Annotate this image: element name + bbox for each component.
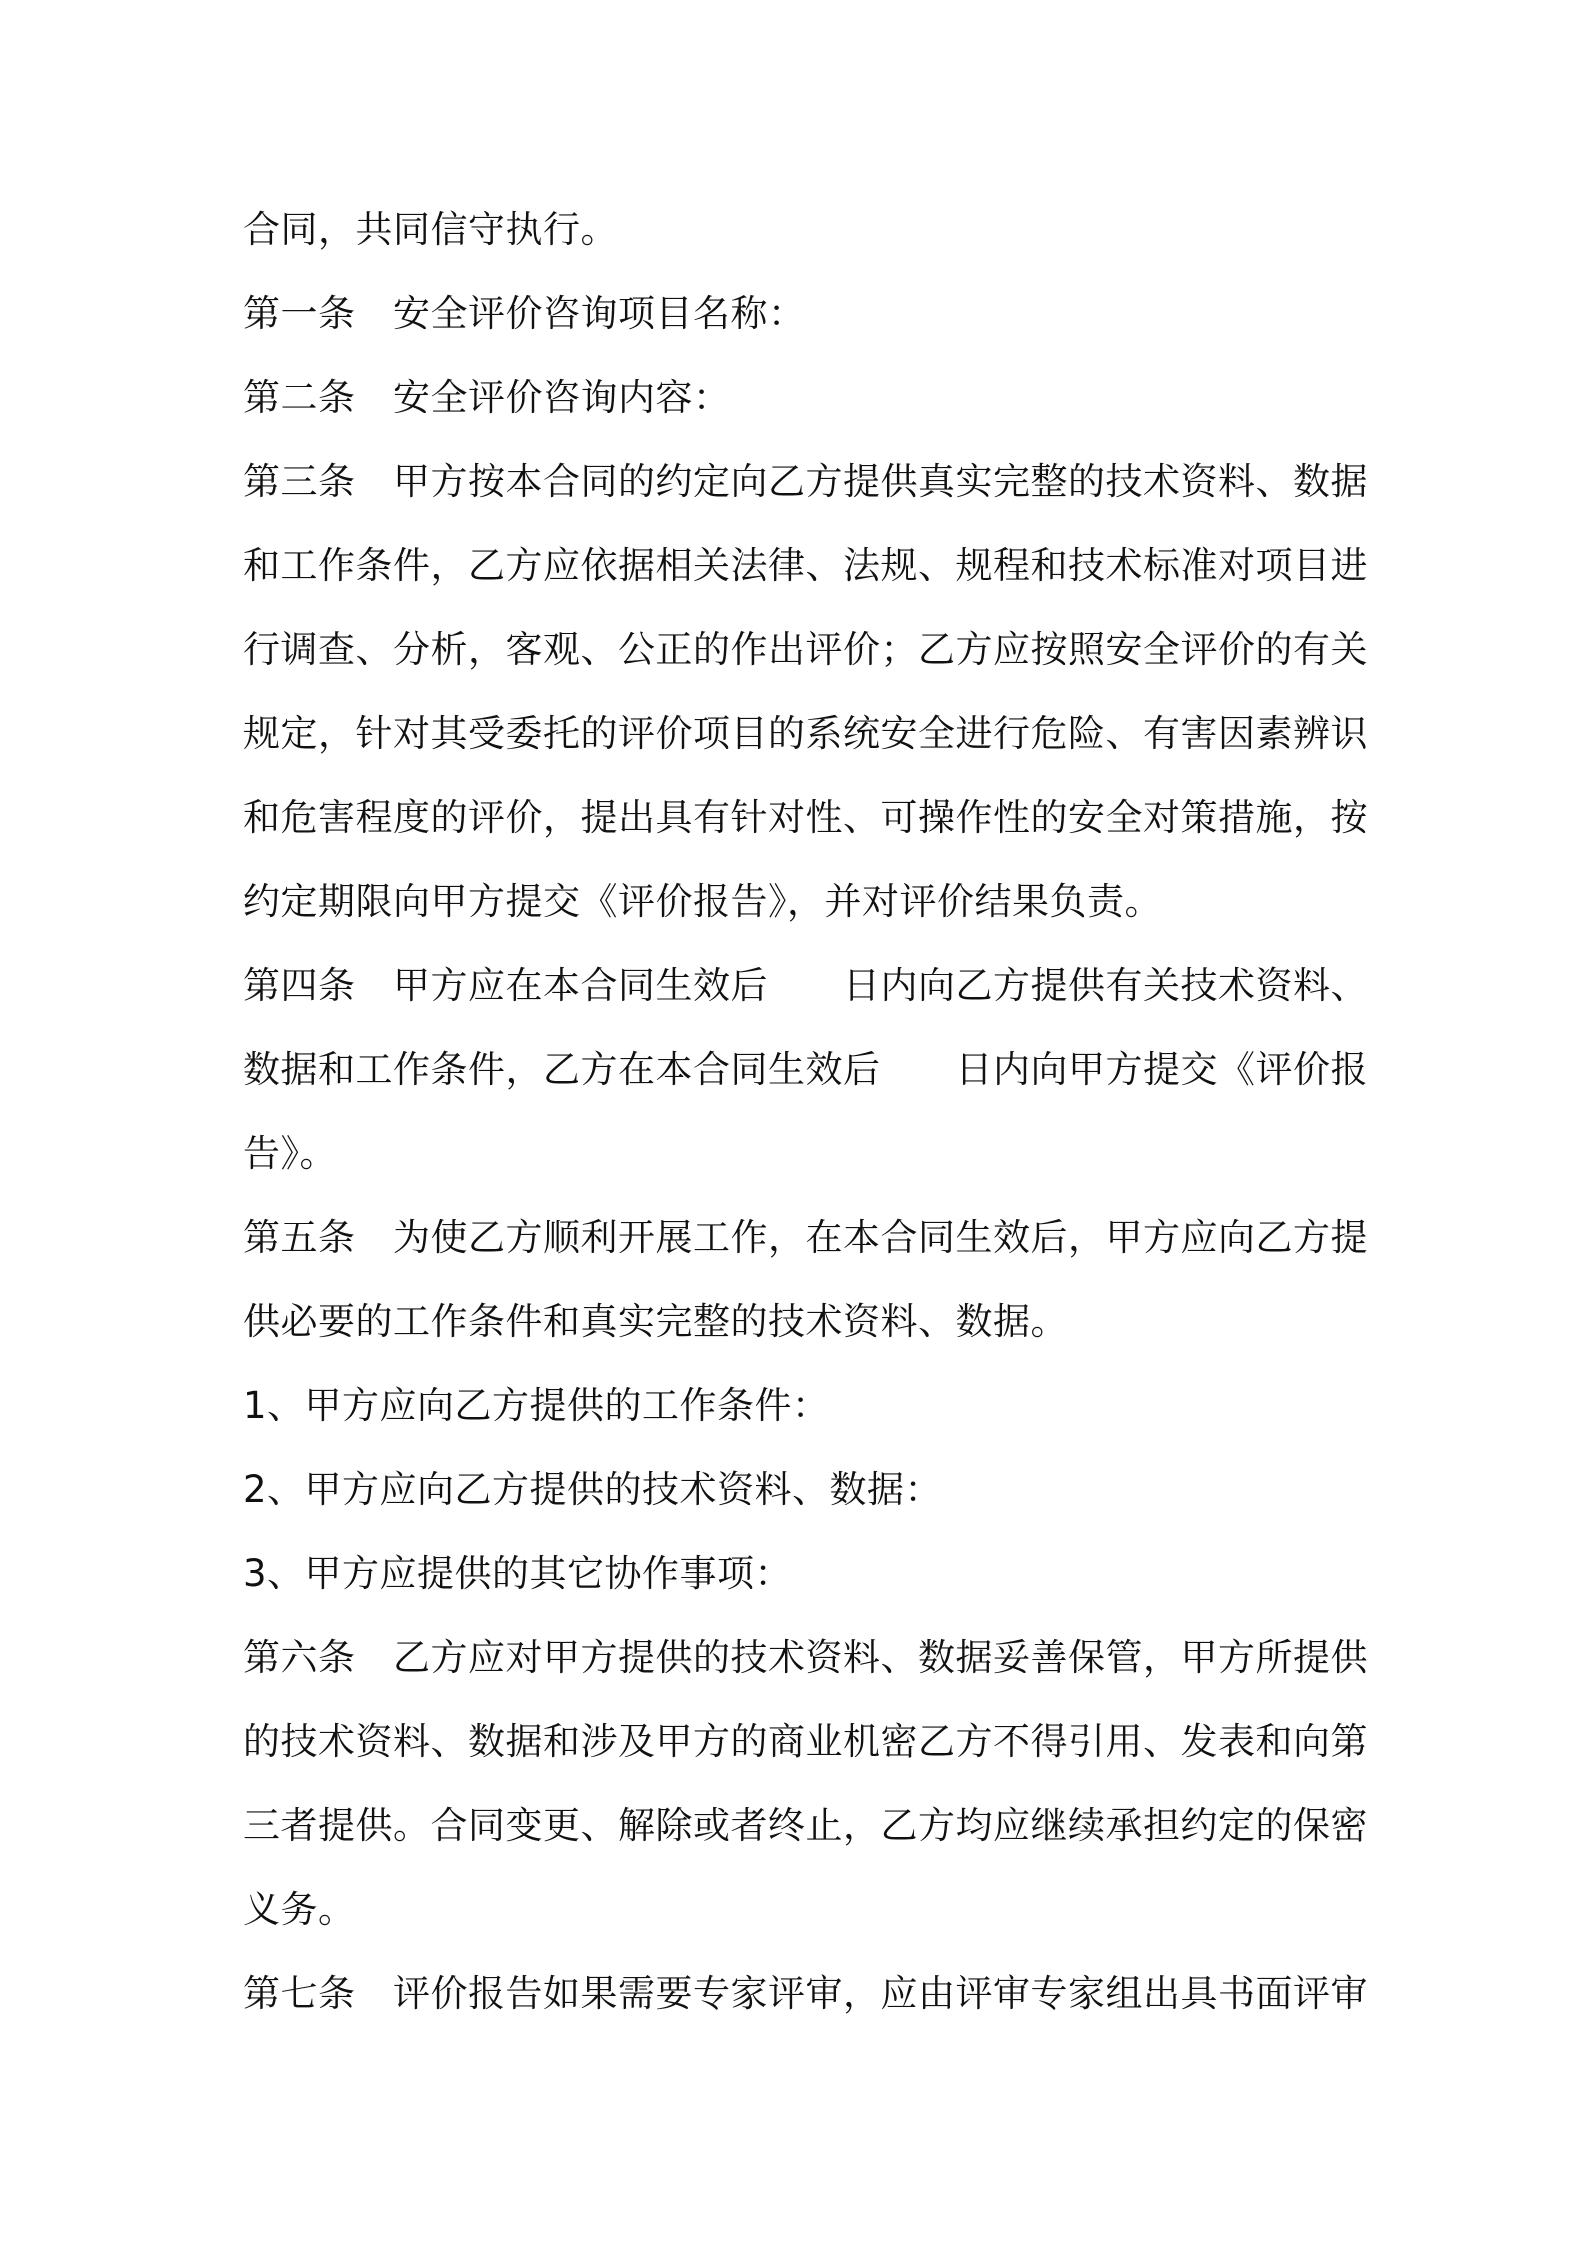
- text-line: 义务。: [243, 1888, 356, 1931]
- text-line: 和危害程度的评价，提出具有针对性、可操作性的安全对策措施，按: [243, 796, 1368, 839]
- text-line: 第七条 评价报告如果需要专家评审，应由评审专家组出具书面评审: [243, 1972, 1368, 2015]
- text-line: 第五条 为使乙方顺利开展工作，在本合同生效后，甲方应向乙方提: [243, 1216, 1368, 1259]
- text-line: 和工作条件，乙方应依据相关法律、法规、规程和技术标准对项目进: [243, 544, 1368, 587]
- text-line: 合同，共同信守执行。: [243, 208, 618, 251]
- text-line: 第二条 安全评价咨询内容：: [243, 376, 731, 419]
- text-line: 的技术资料、数据和涉及甲方的商业机密乙方不得引用、发表和向第: [243, 1720, 1368, 1763]
- text-line: 行调查、分析，客观、公正的作出评价；乙方应按照安全评价的有关: [243, 628, 1368, 671]
- text-line: 第三条 甲方按本合同的约定向乙方提供真实完整的技术资料、数据: [243, 460, 1368, 503]
- text-line: 告》。: [243, 1132, 337, 1175]
- text-line: 1、甲方应向乙方提供的工作条件：: [243, 1384, 830, 1427]
- text-line: 3、甲方应提供的其它协作事项：: [243, 1552, 793, 1595]
- text-line: 三者提供。合同变更、解除或者终止，乙方均应继续承担约定的保密: [243, 1804, 1368, 1847]
- text-line: 规定，针对其受委托的评价项目的系统安全进行危险、有害因素辨识: [243, 712, 1368, 755]
- text-line: 第四条 甲方应在本合同生效后 日内向乙方提供有关技术资料、: [243, 964, 1368, 1007]
- text-line: 第一条 安全评价咨询项目名称：: [243, 292, 806, 335]
- text-line: 供必要的工作条件和真实完整的技术资料、数据。: [243, 1300, 1068, 1343]
- text-line: 第六条 乙方应对甲方提供的技术资料、数据妥善保管，甲方所提供: [243, 1636, 1368, 1679]
- text-line: 约定期限向甲方提交《评价报告》，并对评价结果负责。: [243, 880, 1162, 923]
- text-line: 2、甲方应向乙方提供的技术资料、数据：: [243, 1468, 943, 1511]
- text-line: 数据和工作条件，乙方在本合同生效后 日内向甲方提交《评价报: [243, 1048, 1368, 1091]
